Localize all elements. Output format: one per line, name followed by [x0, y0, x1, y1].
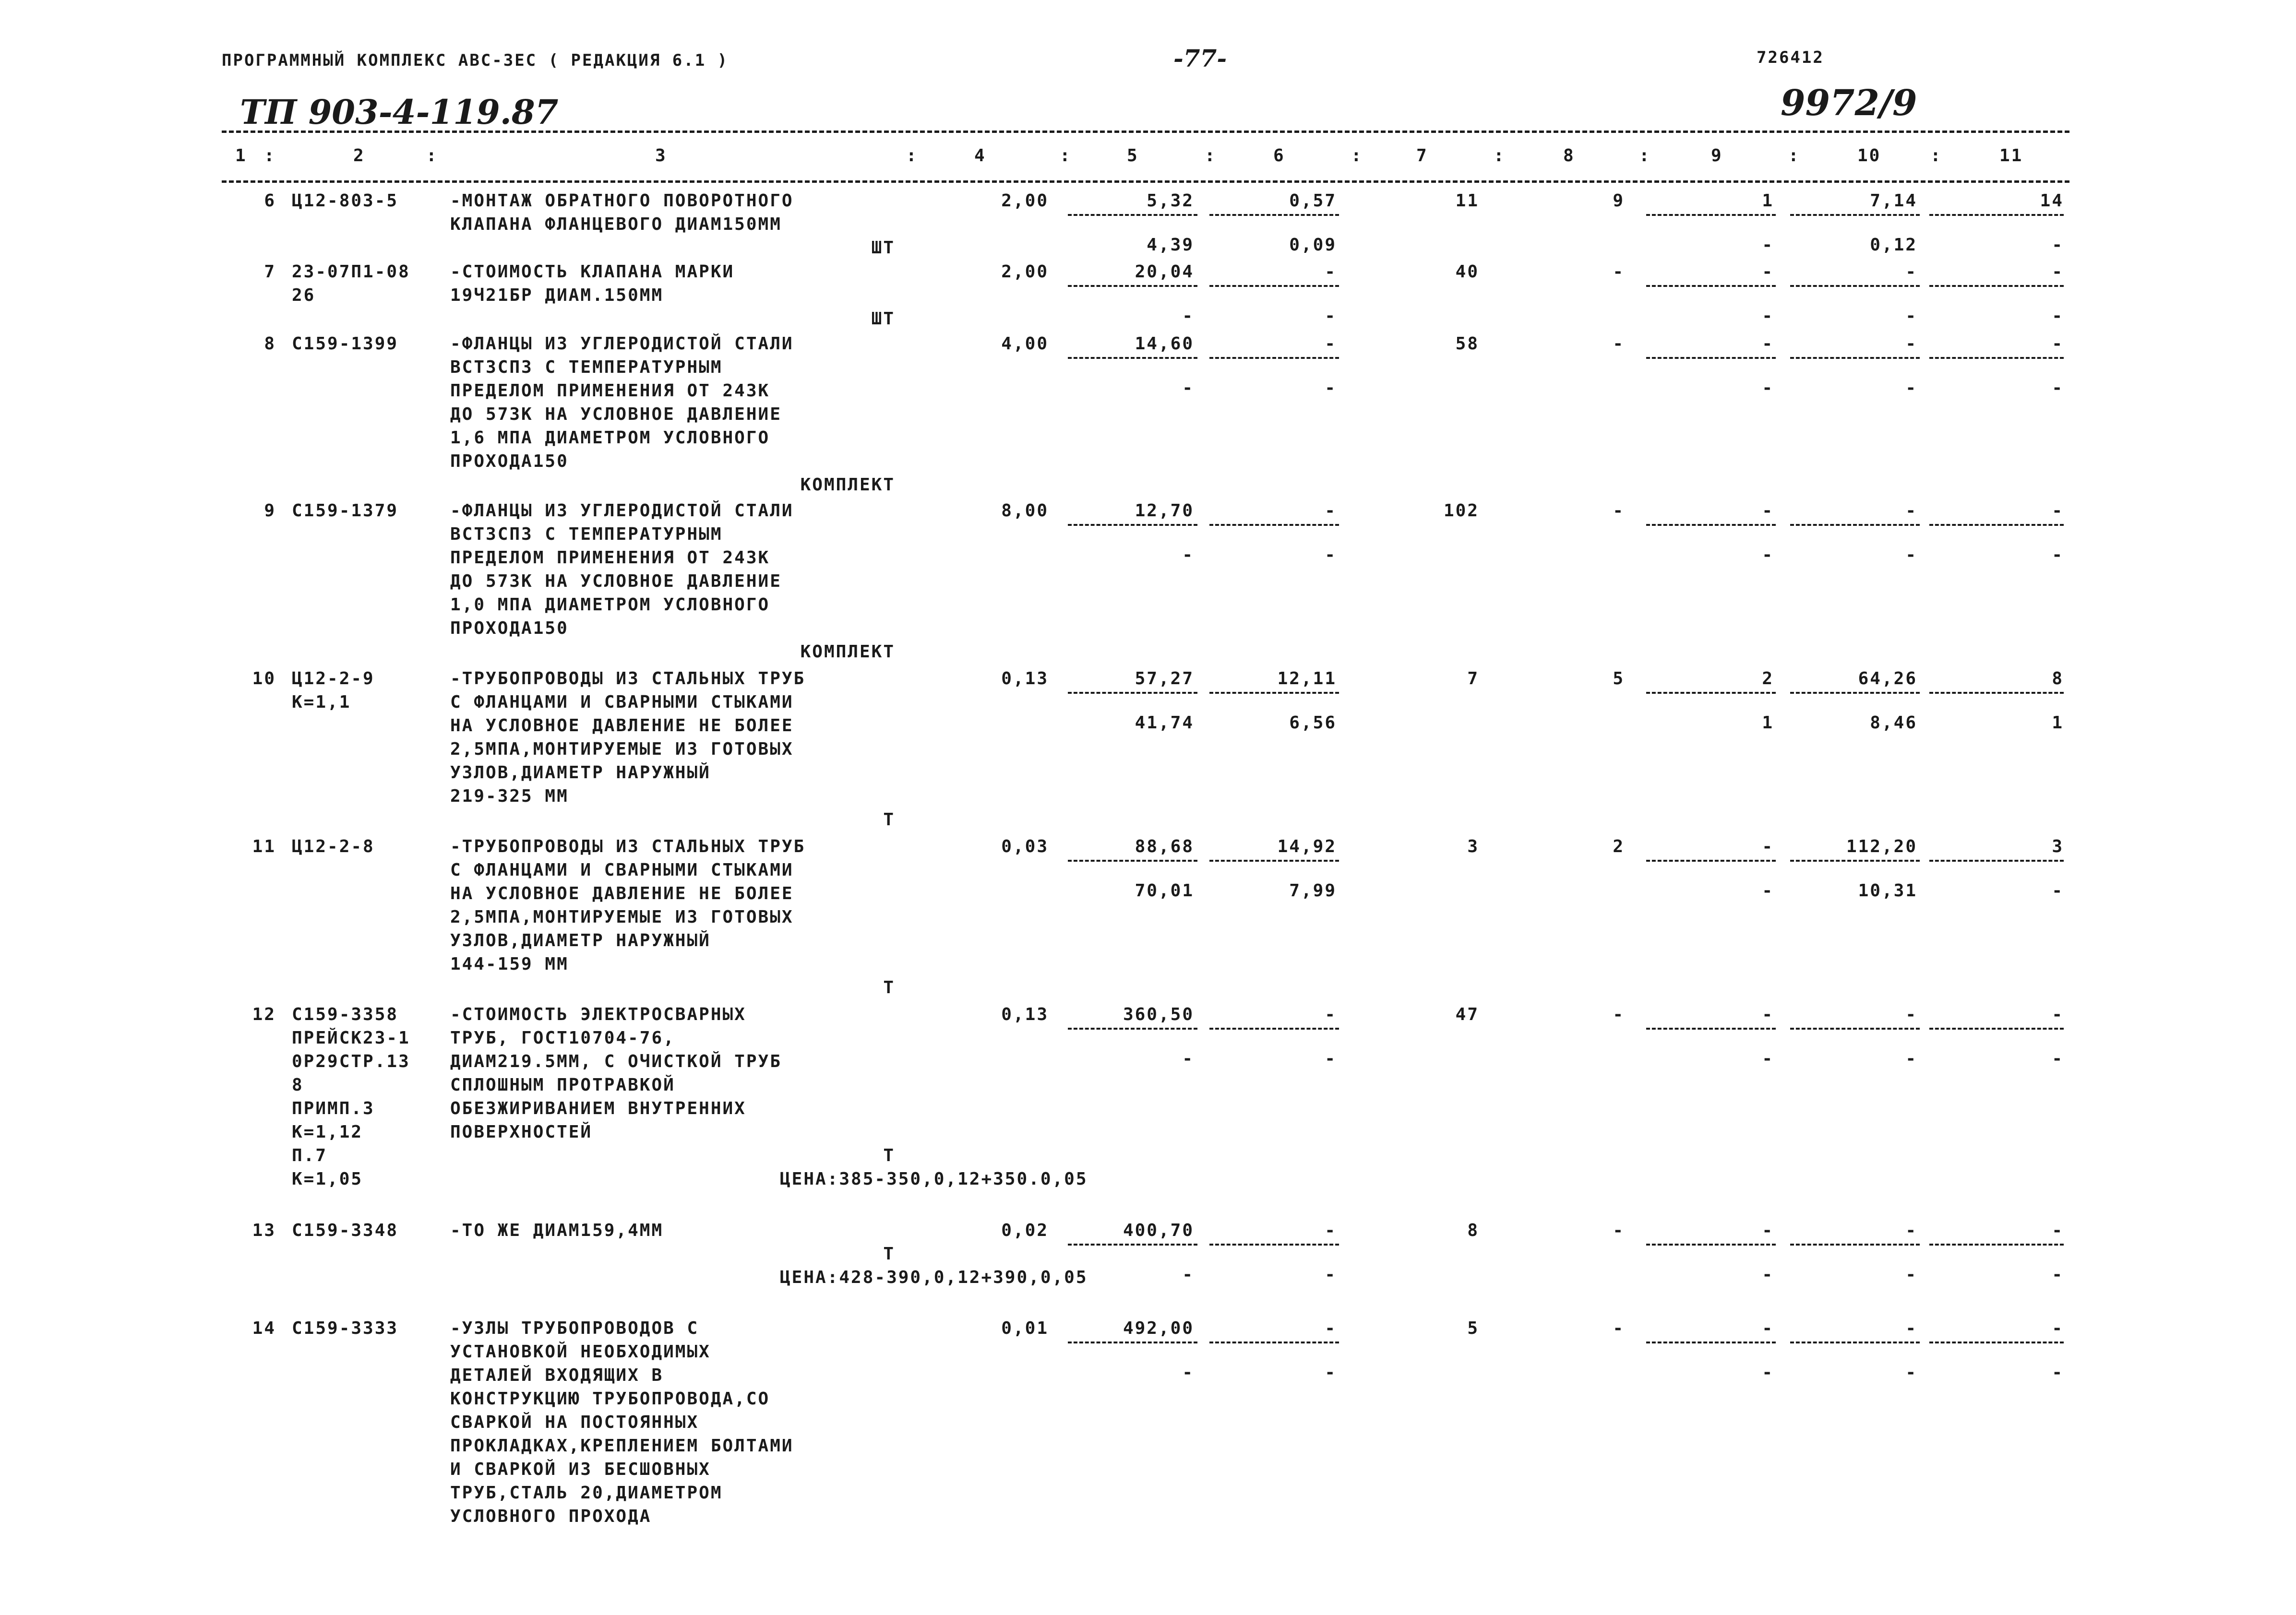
price-formula: ЦЕНА:385-350,0,12+350.0,05 — [780, 1169, 1088, 1189]
work-description: 1,0 МПА ДИАМЕТРОМ УСЛОВНОГО — [450, 595, 770, 615]
cost-wages: - — [1613, 1318, 1625, 1338]
work-description: УСТАНОВКОЙ НЕОБХОДИМЫХ — [450, 1342, 711, 1362]
unit-of-measure: ШТ — [871, 238, 895, 258]
unit-cost-machines: - — [1325, 1221, 1337, 1240]
quantity: 0,13 — [1001, 1005, 1049, 1024]
total-cost: 58 — [1455, 334, 1479, 354]
cost-machines: - — [1762, 837, 1774, 856]
rate-code: 23-07П1-08 — [292, 262, 410, 282]
unit-cost-wages: - — [1182, 545, 1194, 565]
work-description: 219-325 ММ — [450, 786, 569, 806]
cost-machines: - — [1762, 1318, 1774, 1338]
work-description: ВСТ3СП3 С ТЕМПЕРАТУРНЫМ — [450, 357, 723, 377]
cell-subtotal-rule — [1068, 1342, 1197, 1343]
quantity: 2,00 — [1001, 262, 1049, 282]
labor-total-machinists: - — [2052, 1049, 2064, 1069]
unit-of-measure: Т — [883, 1146, 895, 1165]
row-number: 10 — [252, 669, 276, 689]
work-description: ДО 573К НА УСЛОВНОЕ ДАВЛЕНИЕ — [450, 571, 782, 591]
cell-subtotal-rule — [1646, 214, 1776, 216]
unit-cost-machines: 14,92 — [1277, 837, 1337, 856]
cost-machine-wages: - — [1762, 1265, 1774, 1284]
labor-total: - — [2052, 1221, 2064, 1240]
unit-cost-machines: 0,57 — [1289, 191, 1337, 211]
work-description: УЗЛОВ,ДИАМЕТР НАРУЖНЫЙ — [450, 763, 711, 783]
unit-of-measure: Т — [883, 810, 895, 830]
cost-machine-wages: - — [1762, 881, 1774, 901]
cost-machines: - — [1762, 1221, 1774, 1240]
cost-machine-wages: - — [1762, 378, 1774, 398]
cost-machines: - — [1762, 501, 1774, 521]
labor-total: - — [2052, 334, 2064, 354]
work-description: ПРЕДЕЛОМ ПРИМЕНЕНИЯ ОТ 243К — [450, 381, 770, 401]
unit-cost-machines: - — [1325, 501, 1337, 521]
cell-subtotal-rule — [1646, 860, 1776, 862]
cost-machine-wages: - — [1762, 1363, 1774, 1382]
cell-subtotal-rule — [1929, 524, 2064, 526]
work-description: КЛАПАНА ФЛАНЦЕВОГО ДИАМ150ММ — [450, 214, 782, 234]
total-cost: 7 — [1467, 669, 1479, 689]
quantity: 0,01 — [1001, 1318, 1049, 1338]
cell-subtotal-rule — [1209, 1342, 1339, 1343]
work-description: ПРОХОДА150 — [450, 451, 569, 471]
cell-subtotal-rule — [1790, 357, 1920, 359]
cost-machines: - — [1762, 334, 1774, 354]
row-number: 13 — [252, 1221, 276, 1240]
cost-machine-wages: - — [1762, 235, 1774, 255]
rate-code: Ц12-2-8 — [292, 837, 375, 856]
cost-wages: - — [1613, 1005, 1625, 1024]
row-number: 14 — [252, 1318, 276, 1338]
unit-cost-wages: - — [1182, 1049, 1194, 1069]
rate-code: К=1,1 — [292, 692, 351, 712]
total-cost: 11 — [1455, 191, 1479, 211]
labor-unit: 112,20 — [1846, 837, 1917, 856]
labor-unit: - — [1905, 1221, 1917, 1240]
quantity: 0,13 — [1001, 669, 1049, 689]
table-top-rule — [222, 131, 2069, 133]
quantity: 8,00 — [1001, 501, 1049, 521]
work-description: И СВАРКОЙ ИЗ БЕСШОВНЫХ — [450, 1460, 711, 1479]
unit-cost-wages: 70,01 — [1135, 881, 1194, 901]
labor-total: 3 — [2052, 837, 2064, 856]
cell-subtotal-rule — [1929, 1342, 2064, 1343]
unit-cost-wages: - — [1182, 1265, 1194, 1284]
work-description: НА УСЛОВНОЕ ДАВЛЕНИЕ НЕ БОЛЕЕ — [450, 884, 794, 903]
unit-of-measure: Т — [883, 1244, 895, 1264]
labor-unit: - — [1905, 501, 1917, 521]
cell-subtotal-rule — [1209, 692, 1339, 694]
work-description: ПРОКЛАДКАХ,КРЕПЛЕНИЕМ БОЛТАМИ — [450, 1436, 794, 1456]
labor-unit-machinists: - — [1905, 1363, 1917, 1382]
cost-wages: - — [1613, 334, 1625, 354]
cell-subtotal-rule — [1209, 214, 1339, 216]
labor-total-machinists: - — [2052, 1265, 2064, 1284]
labor-unit: - — [1905, 334, 1917, 354]
labor-unit: - — [1905, 262, 1917, 282]
row-number: 9 — [264, 501, 276, 521]
unit-cost-total: 88,68 — [1135, 837, 1194, 856]
labor-unit: 64,26 — [1858, 669, 1917, 689]
unit-cost-wages: 41,74 — [1135, 713, 1194, 733]
work-description: -ТРУБОПРОВОДЫ ИЗ СТАЛЬНЫХ ТРУБ — [450, 669, 806, 689]
document-code: 726412 — [1757, 48, 1824, 67]
work-description: КОНСТРУКЦИЮ ТРУБОПРОВОДА,СО — [450, 1389, 770, 1409]
column-header: 3 — [655, 146, 667, 166]
cost-wages: - — [1613, 501, 1625, 521]
row-number: 7 — [264, 262, 276, 282]
work-description: УЗЛОВ,ДИАМЕТР НАРУЖНЫЙ — [450, 931, 711, 950]
cell-subtotal-rule — [1929, 285, 2064, 287]
rate-code: ПРЕЙСК23-1 — [292, 1028, 410, 1048]
quantity: 2,00 — [1001, 191, 1049, 211]
total-cost: 40 — [1455, 262, 1479, 282]
work-description: -СТОИМОСТЬ КЛАПАНА МАРКИ — [450, 262, 735, 282]
unit-cost-machines: - — [1325, 1005, 1337, 1024]
work-description: -УЗЛЫ ТРУБОПРОВОДОВ С — [450, 1318, 699, 1338]
cell-subtotal-rule — [1209, 285, 1339, 287]
cell-subtotal-rule — [1068, 285, 1197, 287]
cost-machines: 2 — [1762, 669, 1774, 689]
cell-subtotal-rule — [1790, 285, 1920, 287]
rate-code: ПРИМП.3 — [292, 1099, 375, 1118]
rate-code: Ц12-803-5 — [292, 191, 399, 211]
labor-unit-machinists: 8,46 — [1870, 713, 1917, 733]
cost-wages: - — [1613, 262, 1625, 282]
unit-cost-total: 492,00 — [1123, 1318, 1194, 1338]
work-description: 1,6 МПА ДИАМЕТРОМ УСЛОВНОГО — [450, 428, 770, 448]
unit-cost-total: 400,70 — [1123, 1221, 1194, 1240]
work-description: УСЛОВНОГО ПРОХОДА — [450, 1507, 652, 1526]
cell-subtotal-rule — [1068, 692, 1197, 694]
unit-cost-machine-wages: 7,99 — [1289, 881, 1337, 901]
cell-subtotal-rule — [1646, 1342, 1776, 1343]
rate-code: К=1,05 — [292, 1169, 363, 1189]
cost-machine-wages: - — [1762, 306, 1774, 326]
unit-cost-machines: 12,11 — [1277, 669, 1337, 689]
quantity: 4,00 — [1001, 334, 1049, 354]
labor-total: - — [2052, 262, 2064, 282]
unit-cost-wages: - — [1182, 1363, 1194, 1382]
cell-subtotal-rule — [1929, 1028, 2064, 1030]
cell-subtotal-rule — [1646, 357, 1776, 359]
labor-total-machinists: 1 — [2052, 713, 2064, 733]
unit-cost-total: 20,04 — [1135, 262, 1194, 282]
quantity: 0,03 — [1001, 837, 1049, 856]
work-description: ПРЕДЕЛОМ ПРИМЕНЕНИЯ ОТ 243К — [450, 548, 770, 568]
work-description: ДО 573К НА УСЛОВНОЕ ДАВЛЕНИЕ — [450, 404, 782, 424]
cell-subtotal-rule — [1790, 1028, 1920, 1030]
work-description: ТРУБ, ГОСТ10704-76, — [450, 1028, 675, 1048]
work-description: ТРУБ,СТАЛЬ 20,ДИАМЕТРОМ — [450, 1483, 723, 1503]
unit-cost-total: 14,60 — [1135, 334, 1194, 354]
unit-cost-machine-wages: 0,09 — [1289, 235, 1337, 255]
cell-subtotal-rule — [1068, 860, 1197, 862]
cost-machine-wages: - — [1762, 545, 1774, 565]
rate-code: Ц12-2-9 — [292, 669, 375, 689]
total-cost: 102 — [1443, 501, 1479, 521]
labor-unit-machinists: - — [1905, 306, 1917, 326]
cell-subtotal-rule — [1068, 1244, 1197, 1246]
unit-cost-machines: - — [1325, 262, 1337, 282]
labor-total-machinists: - — [2052, 378, 2064, 398]
work-description: СВАРКОЙ НА ПОСТОЯННЫХ — [450, 1413, 699, 1432]
unit-cost-wages: - — [1182, 306, 1194, 326]
cost-wages: 5 — [1613, 669, 1625, 689]
work-description: ДЕТАЛЕЙ ВХОДЯЩИХ В — [450, 1366, 664, 1385]
cell-subtotal-rule — [1929, 1244, 2064, 1246]
unit-cost-machine-wages: - — [1325, 306, 1337, 326]
column-header: 8 — [1563, 146, 1575, 166]
labor-total-machinists: - — [2052, 1363, 2064, 1382]
column-header: 9 — [1711, 146, 1723, 166]
column-header: 7 — [1416, 146, 1428, 166]
total-cost: 47 — [1455, 1005, 1479, 1024]
cost-machine-wages: - — [1762, 1049, 1774, 1069]
cost-wages: 2 — [1613, 837, 1625, 856]
rate-code: С159-1379 — [292, 501, 399, 521]
cell-subtotal-rule — [1209, 524, 1339, 526]
rate-code: 8 — [292, 1075, 304, 1095]
work-description: -ФЛАНЦЫ ИЗ УГЛЕРОДИСТОЙ СТАЛИ — [450, 334, 794, 354]
labor-total-machinists: - — [2052, 881, 2064, 901]
labor-total: - — [2052, 1318, 2064, 1338]
row-number: 8 — [264, 334, 276, 354]
cell-subtotal-rule — [1790, 1342, 1920, 1343]
total-cost: 3 — [1467, 837, 1479, 856]
labor-total: - — [2052, 1005, 2064, 1024]
cell-subtotal-rule — [1209, 860, 1339, 862]
cell-subtotal-rule — [1646, 285, 1776, 287]
sheet-number: 9972/9 — [1781, 83, 1917, 124]
unit-of-measure: КОМПЛЕКТ — [800, 475, 895, 495]
unit-cost-machine-wages: - — [1325, 378, 1337, 398]
cost-machine-wages: 1 — [1762, 713, 1774, 733]
work-description: ВСТ3СП3 С ТЕМПЕРАТУРНЫМ — [450, 524, 723, 544]
total-cost: 5 — [1467, 1318, 1479, 1338]
rate-code: С159-1399 — [292, 334, 399, 354]
cell-subtotal-rule — [1646, 1244, 1776, 1246]
column-header: 1 — [235, 146, 247, 166]
rate-code: П.7 — [292, 1146, 328, 1165]
cost-machines: 1 — [1762, 191, 1774, 211]
rate-code: 26 — [292, 285, 316, 305]
rate-code: С159-3333 — [292, 1318, 399, 1338]
row-number: 11 — [252, 837, 276, 856]
labor-total-machinists: - — [2052, 306, 2064, 326]
cell-subtotal-rule — [1790, 524, 1920, 526]
table-header-rule — [222, 180, 2069, 183]
work-description: 19Ч21БР ДИАМ.150ММ — [450, 285, 664, 305]
unit-cost-total: 57,27 — [1135, 669, 1194, 689]
cell-subtotal-rule — [1929, 214, 2064, 216]
cell-subtotal-rule — [1209, 357, 1339, 359]
work-description: С ФЛАНЦАМИ И СВАРНЫМИ СТЫКАМИ — [450, 860, 794, 880]
cell-subtotal-rule — [1790, 214, 1920, 216]
cell-subtotal-rule — [1209, 1244, 1339, 1246]
labor-total-machinists: - — [2052, 235, 2064, 255]
rate-code: 0Р29СТР.13 — [292, 1052, 410, 1071]
cell-subtotal-rule — [1929, 692, 2064, 694]
column-header: 5 — [1127, 146, 1139, 166]
cell-subtotal-rule — [1068, 524, 1197, 526]
cell-subtotal-rule — [1646, 1028, 1776, 1030]
labor-unit-machinists: - — [1905, 1049, 1917, 1069]
work-description: НА УСЛОВНОЕ ДАВЛЕНИЕ НЕ БОЛЕЕ — [450, 716, 794, 736]
labor-total: 8 — [2052, 669, 2064, 689]
cell-subtotal-rule — [1790, 1244, 1920, 1246]
unit-cost-total: 5,32 — [1147, 191, 1194, 211]
labor-unit: - — [1905, 1005, 1917, 1024]
labor-total-machinists: - — [2052, 545, 2064, 565]
work-description: 144-159 ММ — [450, 954, 569, 974]
row-number: 12 — [252, 1005, 276, 1024]
unit-of-measure: КОМПЛЕКТ — [800, 642, 895, 662]
cell-subtotal-rule — [1790, 860, 1920, 862]
cost-wages: - — [1613, 1221, 1625, 1240]
work-description: -ТРУБОПРОВОДЫ ИЗ СТАЛЬНЫХ ТРУБ — [450, 837, 806, 856]
unit-cost-total: 360,50 — [1123, 1005, 1194, 1024]
rate-code: С159-3358 — [292, 1005, 399, 1024]
labor-unit-machinists: 0,12 — [1870, 235, 1917, 255]
work-description: -ФЛАНЦЫ ИЗ УГЛЕРОДИСТОЙ СТАЛИ — [450, 501, 794, 521]
unit-cost-machines: - — [1325, 334, 1337, 354]
unit-cost-total: 12,70 — [1135, 501, 1194, 521]
labor-total: 14 — [2040, 191, 2064, 211]
labor-unit-machinists: 10,31 — [1858, 881, 1917, 901]
cell-subtotal-rule — [1068, 214, 1197, 216]
labor-unit-machinists: - — [1905, 1265, 1917, 1284]
rate-code: К=1,12 — [292, 1122, 363, 1142]
labor-total: - — [2052, 501, 2064, 521]
work-description: ДИАМ219.5ММ, С ОЧИСТКОЙ ТРУБ — [450, 1052, 782, 1071]
page-number: -77- — [1173, 44, 1227, 72]
work-description: -СТОИМОСТЬ ЭЛЕКТРОСВАРНЫХ — [450, 1005, 746, 1024]
cell-subtotal-rule — [1068, 357, 1197, 359]
work-description: С ФЛАНЦАМИ И СВАРНЫМИ СТЫКАМИ — [450, 692, 794, 712]
column-header: 11 — [1999, 146, 2023, 166]
document-page: ПРОГРАММНЫЙ КОМПЛЕКС АВС-3ЕС ( РЕДАКЦИЯ 6.1 ) -77- 726412 ТП 903-4-119.87 9972/9 1 : 2 : 3 : 4 : 5 : 6 : 7 : 8 : 9 : 10 : 11 6 Ц12-803-5 -МОНТАЖ ОБРАТНОГО ПОВОРОТНОГО КЛАПАНА ФЛАНЦЕВОГО ДИАМ150ММ ШТ 2,00 5,32 0,57 11 9 1 7,14 14 4,39 0,09 - 0,12 - 7 23-07П1-08 26 -СТОИМОСТЬ КЛАПАНА МАРКИ 19Ч21БР ДИАМ.150ММ ШТ 2,00 20,04 - 40 - - - - - - - - - 8 С159-1399 -ФЛАНЦЫ ИЗ УГЛЕРОДИСТОЙ СТАЛИ ВСТ3СП3 С ТЕМПЕРАТУРНЫМ ПРЕДЕЛОМ ПРИМЕНЕНИЯ ОТ 243К ДО 573К НА УСЛОВНОЕ ДАВЛЕНИЕ 1,6 МПА ДИАМЕТРОМ УСЛОВНОГО ПРОХОДА150 КОМПЛЕКТ 4,00 14,60 - 58 - - - - - - - - - 9 С159-1379 -ФЛАНЦЫ ИЗ УГЛЕРОДИСТОЙ СТАЛИ ВСТ3СП3 С ТЕМПЕРАТУРНЫМ ПРЕДЕЛОМ ПРИМЕНЕНИЯ ОТ 243К ДО 573К НА УСЛОВНОЕ ДАВЛЕНИЕ 1,0 МПА ДИАМЕТРОМ УСЛОВНОГО ПРОХОДА150 КОМПЛЕКТ 8,00 12,70 - 102 - - - - - - - - - 10 Ц12-2-9 К=1,1 -ТРУБОПРОВОДЫ ИЗ СТАЛЬНЫХ ТРУБ С ФЛАНЦАМИ И СВАРНЫМИ СТЫКАМИ НА УСЛОВНОЕ ДАВЛЕНИЕ НЕ БОЛЕЕ 2,5МПА,МОНТИРУЕМЫЕ ИЗ ГОТОВЫХ УЗЛОВ,ДИАМЕТР НАРУЖНЫЙ 219-325 ММ Т 0,13 57,27 12,11 7 5 2 64,26 8 41,74 6,56 1 8,46 1 11 Ц12-2-8 -ТРУБОПРОВОДЫ ИЗ СТАЛЬНЫХ ТРУБ С ФЛАНЦАМИ И СВАРНЫМИ СТЫКАМИ НА УСЛОВНОЕ ДАВЛЕНИЕ НЕ БОЛЕЕ 2,5МПА,МОНТИРУЕМЫЕ ИЗ ГОТОВЫХ УЗЛОВ,ДИАМЕТР НАРУЖНЫЙ 144-159 ММ Т 0,03 88,68 14,92 3 2 - 112,20 3 70,01 7,99 - 10,31 - 12 С159-3358 ПРЕЙСК23-1 0Р29СТР.13 8 ПРИМП.3 К=1,12 П.7 К=1,05 -СТОИМОСТЬ ЭЛЕКТРОСВАРНЫХ ТРУБ, ГОСТ10704-76, ДИАМ219.5ММ, С ОЧИСТКОЙ ТРУБ СПЛОШНЫМ ПРОТРАВКОЙ ОБЕЗЖИРИВАНИЕМ ВНУТРЕННИХ ПОВЕРХНОСТЕЙ Т ЦЕНА:385-350,0,12+350.0,05 0,13 360,50 - 47 - - - - - - - - - 13 С159-3348 -ТО ЖЕ ДИАМ159,4ММ Т ЦЕНА:428-390,0,12+390,0,05 0,02 400,70 - 8 - - - - - - - - - 14 С159-3333 -УЗЛЫ ТРУБОПРОВОДОВ С УСТАНОВКОЙ НЕОБХОДИМЫХ ДЕТАЛЕЙ ВХОДЯЩИХ В КОНСТРУКЦИЮ ТРУБОПРОВОДА,СО СВАРКОЙ НА ПОСТОЯННЫХ ПРОКЛАДКАХ,КРЕПЛЕНИЕМ БОЛТАМИ И СВАРКОЙ ИЗ БЕСШОВНЫХ ТРУБ,СТАЛЬ 20,ДИАМЕТРОМ УСЛОВНОГО ПРОХОДА 0,01 492,00 - 5 - - - - - - - - - — [0, 0, 2296, 1615]
project-number: ТП 903-4-119.87 — [240, 92, 559, 132]
work-description: 2,5МПА,МОНТИРУЕМЫЕ ИЗ ГОТОВЫХ — [450, 907, 794, 927]
labor-unit-machinists: - — [1905, 378, 1917, 398]
column-header: 4 — [974, 146, 986, 166]
unit-cost-machine-wages: 6,56 — [1289, 713, 1337, 733]
unit-cost-machine-wages: - — [1325, 545, 1337, 565]
cost-machines: - — [1762, 1005, 1774, 1024]
cost-machines: - — [1762, 262, 1774, 282]
work-description: ОБЕЗЖИРИВАНИЕМ ВНУТРЕННИХ — [450, 1099, 746, 1118]
unit-of-measure: ШТ — [871, 309, 895, 329]
cell-subtotal-rule — [1209, 1028, 1339, 1030]
labor-unit-machinists: - — [1905, 545, 1917, 565]
column-header: 2 — [353, 146, 365, 166]
cell-subtotal-rule — [1790, 692, 1920, 694]
labor-unit: 7,14 — [1870, 191, 1917, 211]
cell-subtotal-rule — [1929, 357, 2064, 359]
unit-cost-machine-wages: - — [1325, 1363, 1337, 1382]
cell-subtotal-rule — [1929, 860, 2064, 862]
cell-subtotal-rule — [1646, 524, 1776, 526]
rate-code: С159-3348 — [292, 1221, 399, 1240]
work-description: -МОНТАЖ ОБРАТНОГО ПОВОРОТНОГО — [450, 191, 794, 211]
unit-cost-machine-wages: - — [1325, 1049, 1337, 1069]
cell-subtotal-rule — [1646, 692, 1776, 694]
row-number: 6 — [264, 191, 276, 211]
program-title: ПРОГРАММНЫЙ КОМПЛЕКС АВС-3ЕС ( РЕДАКЦИЯ 6.1 ) — [222, 51, 729, 70]
cost-wages: 9 — [1613, 191, 1625, 211]
cell-subtotal-rule — [1068, 1028, 1197, 1030]
quantity: 0,02 — [1001, 1221, 1049, 1240]
work-description: СПЛОШНЫМ ПРОТРАВКОЙ — [450, 1075, 675, 1095]
unit-cost-machines: - — [1325, 1318, 1337, 1338]
total-cost: 8 — [1467, 1221, 1479, 1240]
work-description: ПОВЕРХНОСТЕЙ — [450, 1122, 593, 1142]
work-description: 2,5МПА,МОНТИРУЕМЫЕ ИЗ ГОТОВЫХ — [450, 739, 794, 759]
column-header: 6 — [1273, 146, 1285, 166]
work-description: -ТО ЖЕ ДИАМ159,4ММ — [450, 1221, 664, 1240]
price-formula: ЦЕНА:428-390,0,12+390,0,05 — [780, 1268, 1088, 1287]
column-header: 10 — [1857, 146, 1881, 166]
unit-of-measure: Т — [883, 978, 895, 998]
unit-cost-wages: - — [1182, 378, 1194, 398]
unit-cost-machine-wages: - — [1325, 1265, 1337, 1284]
labor-unit: - — [1905, 1318, 1917, 1338]
unit-cost-wages: 4,39 — [1147, 235, 1194, 255]
work-description: ПРОХОДА150 — [450, 618, 569, 638]
